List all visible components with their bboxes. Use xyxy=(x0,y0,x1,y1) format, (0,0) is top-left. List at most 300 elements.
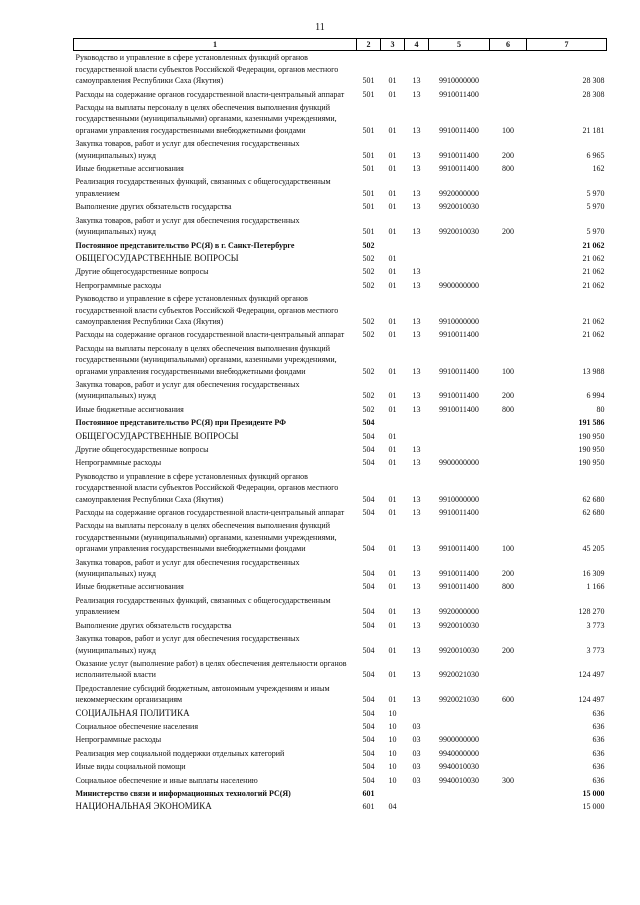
row-grbs-cell: 504 xyxy=(362,494,375,504)
column-header-name: 1 xyxy=(74,39,357,51)
row-amount-cell: 636 xyxy=(592,762,605,772)
column-header-expense-type: 6 xyxy=(490,39,527,51)
table-row xyxy=(74,292,607,328)
row-target-article-cell: 9900000000 xyxy=(439,280,479,290)
table-row xyxy=(74,214,607,239)
row-expense-type-cell xyxy=(490,328,527,341)
row-name-cell: Непрограммные расходы xyxy=(75,735,162,745)
row-expense-type-cell xyxy=(490,760,527,773)
row-name-cell: Предоставление субсидий бюджетным, автономным учреждениям и иным некоммерческим организациям xyxy=(75,683,330,705)
row-name-cell: Закупка товаров, работ и услуг для обеспечения государственных (муниципальных) нужд xyxy=(75,379,300,401)
row-name-cell: Выполнение других обязательств государства xyxy=(75,620,232,630)
row-amount-cell: 21 062 xyxy=(582,330,605,340)
table-row xyxy=(74,506,607,519)
row-name-cell: Расходы на содержание органов государственной власти-центральный аппарат xyxy=(75,89,345,99)
row-amount-cell: 636 xyxy=(592,721,605,731)
row-expense-type-cell: 200 xyxy=(502,645,514,655)
row-amount-cell: 28 308 xyxy=(582,76,605,86)
row-name-cell: Другие общегосударственные вопросы xyxy=(75,267,209,277)
row-target-article-cell: 9900000000 xyxy=(439,458,479,468)
row-amount-cell: 21 062 xyxy=(582,267,605,277)
row-target-article-cell: 9910000000 xyxy=(439,76,479,86)
row-subsection-cell: 13 xyxy=(412,188,421,198)
row-amount-cell: 5 970 xyxy=(586,202,605,212)
row-name-cell: Иные виды социальной помощи xyxy=(75,762,186,772)
table-row xyxy=(74,720,607,733)
row-section-cell: 01 xyxy=(388,670,397,680)
row-name-cell: Расходы на содержание органов государственной власти-центральный аппарат xyxy=(75,508,345,518)
row-grbs-cell: 504 xyxy=(362,418,375,428)
row-amount-cell: 45 205 xyxy=(582,544,605,554)
row-grbs-cell: 504 xyxy=(362,721,375,731)
row-subsection-cell: 13 xyxy=(412,645,421,655)
row-name-cell: Постоянное представительство РС(Я) в г. Санкт-Петербурге xyxy=(75,240,295,250)
row-grbs-cell: 504 xyxy=(362,607,375,617)
row-name-cell: Иные бюджетные ассигнования xyxy=(75,164,184,174)
table-row xyxy=(74,239,607,252)
row-expense-type-cell xyxy=(490,88,527,101)
row-section-cell: 01 xyxy=(388,150,397,160)
row-subsection-cell: 13 xyxy=(412,494,421,504)
row-target-article-cell xyxy=(429,252,490,265)
row-name-cell: Иные бюджетные ассигнования xyxy=(75,404,184,414)
row-target-article-cell: 9910011400 xyxy=(439,125,479,135)
row-target-article-cell: 9920000000 xyxy=(439,607,479,617)
row-name-cell: Другие общегосударственные вопросы xyxy=(75,445,209,454)
row-expense-type-cell xyxy=(490,720,527,733)
row-amount-cell: 190 950 xyxy=(578,458,605,468)
row-subsection-cell xyxy=(405,707,429,720)
row-subsection-cell: 03 xyxy=(412,735,421,745)
row-expense-type-cell xyxy=(490,252,527,265)
row-section-cell: 01 xyxy=(388,76,397,86)
row-target-article-cell xyxy=(429,430,490,443)
row-expense-type-cell: 100 xyxy=(502,544,514,554)
row-section-cell: 01 xyxy=(388,582,397,592)
row-amount-cell: 636 xyxy=(592,748,605,758)
row-expense-type-cell xyxy=(490,416,527,429)
row-expense-type-cell: 200 xyxy=(502,569,514,579)
row-expense-type-cell xyxy=(490,506,527,519)
table-row xyxy=(74,200,607,213)
row-grbs-cell: 504 xyxy=(362,569,375,579)
row-target-article-cell: 9910000000 xyxy=(439,494,479,504)
row-amount-cell: 15 000 xyxy=(582,802,605,812)
row-section-cell: 10 xyxy=(388,708,397,718)
table-row xyxy=(74,328,607,341)
row-subsection-cell: 03 xyxy=(412,775,421,785)
table-row xyxy=(74,760,607,773)
row-grbs-cell: 504 xyxy=(362,670,375,680)
row-name-cell: ОБЩЕГОСУДАРСТВЕННЫЕ ВОПРОСЫ xyxy=(75,252,239,263)
row-subsection-cell: 13 xyxy=(412,404,421,414)
row-subsection-cell: 13 xyxy=(412,330,421,340)
row-section-cell: 01 xyxy=(388,620,397,630)
row-grbs-cell: 504 xyxy=(362,645,375,655)
row-expense-type-cell xyxy=(490,292,527,328)
row-section-cell: 10 xyxy=(388,762,397,772)
row-section-cell: 01 xyxy=(388,391,397,401)
row-section-cell: 10 xyxy=(388,735,397,745)
row-grbs-cell: 502 xyxy=(362,280,375,290)
row-section-cell: 01 xyxy=(388,458,397,468)
table-row xyxy=(74,619,607,632)
row-expense-type-cell xyxy=(490,657,527,682)
row-expense-type-cell xyxy=(490,800,527,813)
row-grbs-cell: 502 xyxy=(362,404,375,414)
row-amount-cell: 6 994 xyxy=(586,391,605,401)
row-name-cell: Реализация государственных функций, связанных с общегосударственным управлением xyxy=(75,177,331,198)
row-name-cell: Выполнение других обязательств государства xyxy=(75,202,232,212)
row-grbs-cell: 504 xyxy=(362,458,375,468)
row-name-cell: Реализация мер социальной поддержки отдельных категорий xyxy=(75,748,285,758)
row-section-cell: 01 xyxy=(388,544,397,554)
row-target-article-cell: 9910011400 xyxy=(439,366,479,376)
row-section-cell: 01 xyxy=(388,404,397,414)
row-amount-cell: 62 680 xyxy=(582,494,605,504)
row-subsection-cell: 13 xyxy=(412,280,421,290)
row-grbs-cell: 501 xyxy=(362,125,375,135)
row-section-cell: 01 xyxy=(388,125,397,135)
table-row xyxy=(74,594,607,619)
row-section-cell: 01 xyxy=(388,253,397,263)
row-subsection-cell xyxy=(405,239,429,252)
row-subsection-cell: 13 xyxy=(412,125,421,135)
row-target-article-cell: 9910011400 xyxy=(439,89,479,99)
table-row xyxy=(74,707,607,720)
row-target-article-cell xyxy=(429,239,490,252)
row-target-article-cell xyxy=(429,720,490,733)
row-name-cell: Закупка товаров, работ и услуг для обеспечения государственных (муниципальных) нужд xyxy=(75,634,300,655)
row-grbs-cell: 601 xyxy=(362,802,375,812)
row-section-cell: 01 xyxy=(388,607,397,617)
row-target-article-cell: 9920010030 xyxy=(439,202,479,212)
row-target-article-cell: 9910011400 xyxy=(439,150,479,160)
row-amount-cell: 190 950 xyxy=(578,445,605,454)
row-grbs-cell: 502 xyxy=(362,316,375,326)
row-subsection-cell: 13 xyxy=(412,366,421,376)
row-grbs-cell: 504 xyxy=(362,695,375,705)
row-target-article-cell: 9910011400 xyxy=(439,330,479,340)
row-section-cell: 10 xyxy=(388,721,397,731)
row-grbs-cell: 504 xyxy=(362,735,375,745)
row-expense-type-cell: 200 xyxy=(502,391,514,401)
column-header-grbs: 2 xyxy=(357,39,381,51)
row-amount-cell: 124 497 xyxy=(578,695,605,705)
row-target-article-cell: 9920021030 xyxy=(439,670,479,680)
table-row xyxy=(74,162,607,175)
row-section-cell: 01 xyxy=(388,202,397,212)
table-row xyxy=(74,470,607,506)
row-expense-type-cell: 100 xyxy=(502,366,514,376)
row-expense-type-cell xyxy=(490,456,527,469)
table-row xyxy=(74,657,607,682)
row-section-cell: 01 xyxy=(388,569,397,579)
row-grbs-cell: 501 xyxy=(362,89,375,99)
row-grbs-cell: 502 xyxy=(362,253,375,263)
row-target-article-cell: 9920021030 xyxy=(439,695,479,705)
table-row xyxy=(74,137,607,162)
row-expense-type-cell xyxy=(490,594,527,619)
row-section-cell: 01 xyxy=(388,431,397,441)
row-grbs-cell: 501 xyxy=(362,227,375,237)
row-name-cell: Оказание услуг (выполнение работ) в целях обеспечения деятельности органов исполнительной власти xyxy=(75,658,347,680)
row-grbs-cell: 504 xyxy=(362,445,375,454)
row-section-cell xyxy=(381,416,405,429)
row-section-cell: 01 xyxy=(388,164,397,174)
row-target-article-cell: 9920000000 xyxy=(439,188,479,198)
row-subsection-cell xyxy=(405,416,429,429)
row-target-article-cell: 9940010030 xyxy=(439,762,479,772)
row-target-article-cell xyxy=(429,707,490,720)
row-grbs-cell: 504 xyxy=(362,748,375,758)
row-subsection-cell xyxy=(405,430,429,443)
row-amount-cell: 28 308 xyxy=(582,89,605,99)
row-section-cell: 01 xyxy=(388,330,397,340)
table-row xyxy=(74,774,607,787)
row-section-cell: 01 xyxy=(388,280,397,290)
row-subsection-cell xyxy=(405,787,429,800)
row-target-article-cell: 9910000000 xyxy=(439,316,479,326)
table-row xyxy=(74,456,607,469)
row-target-article-cell: 9940010030 xyxy=(439,775,479,785)
table-row xyxy=(74,733,607,746)
row-expense-type-cell xyxy=(490,443,527,456)
row-name-cell: Руководство и управление в сфере установленных функций органов государственной власти субъектов Российской Федерации, органов местного самоуправления Республики Саха (Якутия) xyxy=(75,53,339,86)
row-expense-type-cell xyxy=(490,470,527,506)
row-amount-cell: 62 680 xyxy=(582,508,605,518)
table-row xyxy=(74,175,607,200)
table-row xyxy=(74,632,607,657)
row-target-article-cell: 9910011400 xyxy=(439,164,479,174)
row-amount-cell: 6 965 xyxy=(586,150,605,160)
table-row xyxy=(74,88,607,101)
row-subsection-cell: 13 xyxy=(412,76,421,86)
row-subsection-cell: 13 xyxy=(412,202,421,212)
row-name-cell: Непрограммные расходы xyxy=(75,458,162,468)
row-target-article-cell xyxy=(429,787,490,800)
row-name-cell: НАЦИОНАЛЬНАЯ ЭКОНОМИКА xyxy=(75,801,212,812)
column-header-amount: 7 xyxy=(527,39,607,51)
row-amount-cell: 162 xyxy=(592,164,605,174)
table-row xyxy=(74,51,607,88)
row-grbs-cell: 504 xyxy=(362,508,375,518)
row-grbs-cell: 504 xyxy=(362,431,375,441)
row-target-article-cell xyxy=(429,416,490,429)
row-target-article-cell: 9920010030 xyxy=(439,620,479,630)
row-amount-cell: 124 497 xyxy=(578,670,605,680)
row-subsection-cell: 03 xyxy=(412,721,421,731)
row-subsection-cell: 13 xyxy=(412,150,421,160)
row-section-cell: 04 xyxy=(388,802,397,812)
row-section-cell: 01 xyxy=(388,267,397,277)
row-section-cell: 10 xyxy=(388,775,397,785)
row-grbs-cell: 504 xyxy=(362,775,375,785)
row-name-cell: Постоянное представительство РС(Я) при Президенте РФ xyxy=(75,418,286,428)
row-subsection-cell: 13 xyxy=(412,508,421,518)
row-section-cell: 10 xyxy=(388,748,397,758)
row-amount-cell: 3 773 xyxy=(586,645,605,655)
row-amount-cell: 15 000 xyxy=(582,788,605,798)
row-section-cell: 01 xyxy=(388,445,397,454)
row-target-article-cell: 9910011400 xyxy=(439,544,479,554)
row-amount-cell: 128 270 xyxy=(578,607,605,617)
row-expense-type-cell xyxy=(490,707,527,720)
row-subsection-cell xyxy=(405,800,429,813)
row-grbs-cell: 504 xyxy=(362,708,375,718)
row-amount-cell: 13 988 xyxy=(582,366,605,376)
row-grbs-cell: 504 xyxy=(362,582,375,592)
row-expense-type-cell: 300 xyxy=(502,775,514,785)
row-name-cell: Социальное обеспечение и иные выплаты населению xyxy=(75,775,258,785)
row-expense-type-cell xyxy=(490,279,527,292)
row-grbs-cell: 501 xyxy=(362,76,375,86)
row-amount-cell: 21 181 xyxy=(582,125,605,135)
row-amount-cell: 16 309 xyxy=(582,569,605,579)
row-subsection-cell: 13 xyxy=(412,620,421,630)
row-expense-type-cell: 800 xyxy=(502,164,514,174)
row-section-cell: 01 xyxy=(388,508,397,518)
row-amount-cell: 21 062 xyxy=(582,253,605,263)
row-name-cell: СОЦИАЛЬНАЯ ПОЛИТИКА xyxy=(75,707,190,718)
table-row xyxy=(74,747,607,760)
table-row xyxy=(74,787,607,800)
row-expense-type-cell xyxy=(490,787,527,800)
row-name-cell: Социальное обеспечение населения xyxy=(75,721,198,731)
row-amount-cell: 5 970 xyxy=(586,188,605,198)
table-body xyxy=(74,51,607,814)
row-subsection-cell: 13 xyxy=(412,445,421,454)
row-name-cell: Закупка товаров, работ и услуг для обеспечения государственных (муниципальных) нужд xyxy=(75,557,300,579)
row-expense-type-cell xyxy=(490,747,527,760)
row-amount-cell: 191 586 xyxy=(578,418,605,428)
row-expense-type-cell xyxy=(490,51,527,88)
row-expense-type-cell xyxy=(490,265,527,278)
row-section-cell: 01 xyxy=(388,645,397,655)
table-header-row xyxy=(74,39,607,51)
row-grbs-cell: 504 xyxy=(362,620,375,630)
table-row xyxy=(74,378,607,403)
row-subsection-cell: 13 xyxy=(412,227,421,237)
row-amount-cell: 636 xyxy=(592,708,605,718)
row-section-cell: 01 xyxy=(388,89,397,99)
budget-table xyxy=(73,38,607,814)
row-subsection-cell: 13 xyxy=(412,391,421,401)
row-grbs-cell: 502 xyxy=(362,391,375,401)
row-amount-cell: 5 970 xyxy=(586,227,605,237)
row-expense-type-cell: 200 xyxy=(502,227,514,237)
row-subsection-cell: 13 xyxy=(412,695,421,705)
table-row xyxy=(74,265,607,278)
row-target-article-cell xyxy=(429,800,490,813)
column-header-target-article: 5 xyxy=(429,39,490,51)
row-grbs-cell: 501 xyxy=(362,150,375,160)
row-subsection-cell: 13 xyxy=(412,569,421,579)
row-expense-type-cell xyxy=(490,619,527,632)
row-amount-cell: 636 xyxy=(592,775,605,785)
table-row xyxy=(74,682,607,707)
row-target-article-cell xyxy=(429,443,490,456)
row-target-article-cell: 9910011400 xyxy=(439,582,479,592)
table-row xyxy=(74,279,607,292)
row-expense-type-cell: 200 xyxy=(502,150,514,160)
row-target-article-cell: 9940000000 xyxy=(439,748,479,758)
row-name-cell: Расходы на содержание органов государственной власти-центральный аппарат xyxy=(75,330,345,340)
row-subsection-cell xyxy=(405,252,429,265)
table-row xyxy=(74,519,607,555)
row-target-article-cell: 9910011400 xyxy=(439,508,479,518)
column-header-section: 3 xyxy=(381,39,405,51)
row-subsection-cell: 13 xyxy=(412,458,421,468)
row-subsection-cell: 13 xyxy=(412,316,421,326)
row-subsection-cell: 13 xyxy=(412,670,421,680)
row-amount-cell: 21 062 xyxy=(582,280,605,290)
column-header-subsection: 4 xyxy=(405,39,429,51)
row-section-cell xyxy=(381,787,405,800)
row-name-cell: Иные бюджетные ассигнования xyxy=(75,582,184,592)
row-name-cell: Расходы на выплаты персоналу в целях обеспечения выполнения функций государственными (муниципальными) органами, казенными учреждениями, органами управления государственными внебюджетными фондами xyxy=(75,103,337,135)
row-grbs-cell: 501 xyxy=(362,202,375,212)
row-target-article-cell: 9900000000 xyxy=(439,735,479,745)
row-expense-type-cell xyxy=(490,200,527,213)
row-amount-cell: 1 166 xyxy=(586,582,605,592)
row-target-article-cell: 9910011400 xyxy=(439,391,479,401)
row-section-cell: 01 xyxy=(388,494,397,504)
row-grbs-cell: 501 xyxy=(362,164,375,174)
row-name-cell: ОБЩЕГОСУДАРСТВЕННЫЕ ВОПРОСЫ xyxy=(75,430,239,441)
row-subsection-cell: 13 xyxy=(412,267,421,277)
row-grbs-cell: 501 xyxy=(362,188,375,198)
row-amount-cell: 80 xyxy=(596,404,605,414)
table-row xyxy=(74,580,607,593)
row-grbs-cell: 601 xyxy=(362,788,375,798)
row-section-cell: 01 xyxy=(388,227,397,237)
row-subsection-cell: 03 xyxy=(412,748,421,758)
row-grbs-cell: 502 xyxy=(362,366,375,376)
row-subsection-cell: 13 xyxy=(412,582,421,592)
row-section-cell xyxy=(381,239,405,252)
row-grbs-cell: 504 xyxy=(362,544,375,554)
row-amount-cell: 21 062 xyxy=(582,240,605,250)
table-row xyxy=(74,416,607,429)
row-subsection-cell: 13 xyxy=(412,164,421,174)
table-row xyxy=(74,556,607,581)
row-section-cell: 01 xyxy=(388,188,397,198)
row-target-article-cell: 9910011400 xyxy=(439,569,479,579)
row-grbs-cell: 502 xyxy=(362,240,375,250)
table-row xyxy=(74,800,607,813)
row-amount-cell: 190 950 xyxy=(578,431,605,441)
row-name-cell: Министерство связи и информационных технологий РС(Я) xyxy=(75,788,291,798)
row-section-cell: 01 xyxy=(388,366,397,376)
row-amount-cell: 636 xyxy=(592,735,605,745)
row-grbs-cell: 504 xyxy=(362,762,375,772)
row-expense-type-cell: 600 xyxy=(502,695,514,705)
row-subsection-cell: 13 xyxy=(412,89,421,99)
row-target-article-cell xyxy=(429,265,490,278)
row-target-article-cell: 9920010030 xyxy=(439,645,479,655)
row-section-cell: 01 xyxy=(388,695,397,705)
row-grbs-cell: 502 xyxy=(362,267,375,277)
row-amount-cell: 3 773 xyxy=(586,620,605,630)
row-name-cell: Непрограммные расходы xyxy=(75,280,162,290)
row-section-cell: 01 xyxy=(388,316,397,326)
row-subsection-cell: 03 xyxy=(412,762,421,772)
row-expense-type-cell xyxy=(490,430,527,443)
row-target-article-cell: 9910011400 xyxy=(439,404,479,414)
row-name-cell: Руководство и управление в сфере установленных функций органов государственной власти субъектов Российской Федерации, органов местного самоуправления Республики Саха (Якутия) xyxy=(75,471,339,504)
row-name-cell: Расходы на выплаты персоналу в целях обеспечения выполнения функций государственными (муниципальными) органами, казенными учреждениями, органами управления государственными внебюджетными фондами xyxy=(75,343,337,376)
